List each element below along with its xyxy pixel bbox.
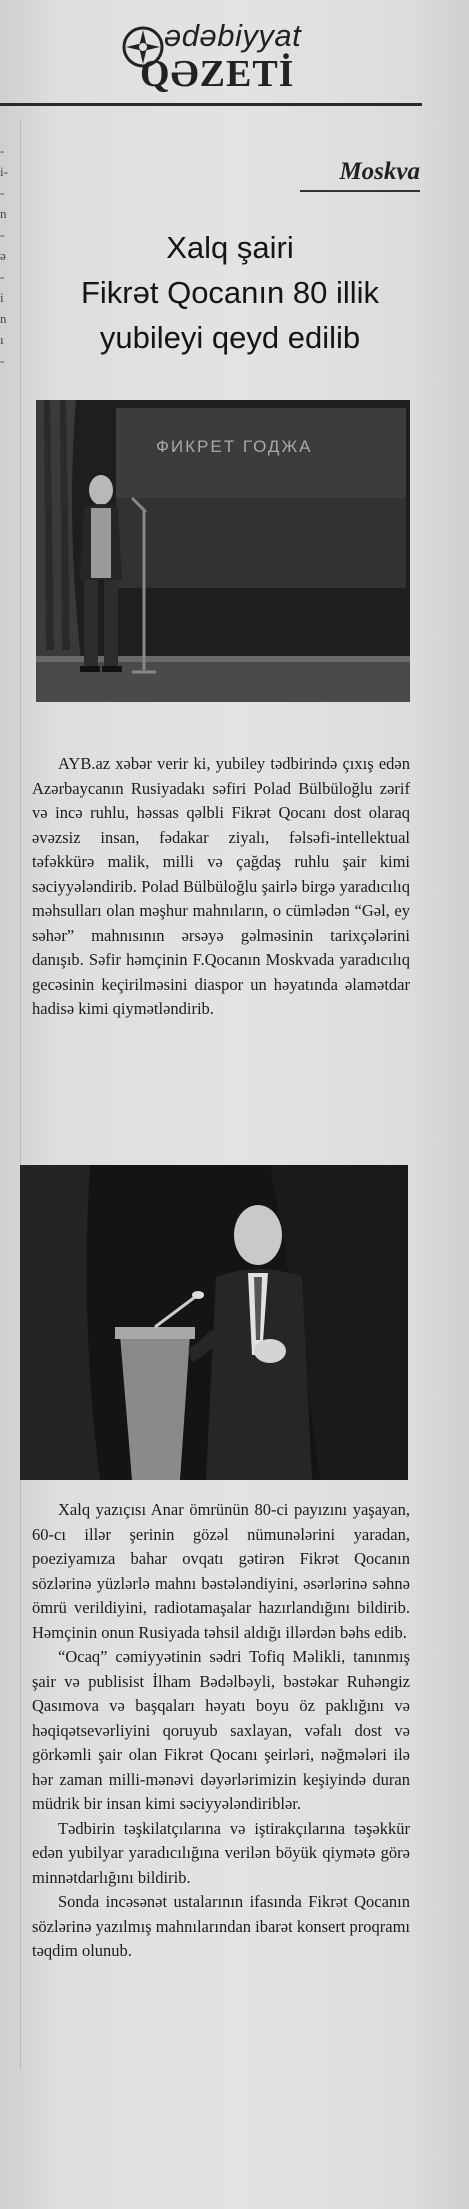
headline [30, 225, 430, 360]
paragraph: Tədbirin təşkilatçılarına və iştirakçılarına təşəkkür edən yubilyar yaradıcılığına verilən böyük qiymətə görə minnətdarlığını bildirib. [32, 1818, 410, 1887]
masthead-line2: QƏZETİ [140, 53, 295, 95]
photo-poet-on-stage [36, 400, 410, 702]
masthead [120, 18, 380, 98]
article-block-2 [32, 1498, 410, 1964]
section-underline [300, 190, 420, 192]
headline-line: Fikrət Qocanın 80 illik [80, 275, 380, 310]
article-block-1 [32, 752, 410, 1022]
photo-speaker-at-lectern [20, 1165, 408, 1480]
paragraph: Sonda incəsənət ustalarının ifasında Fikrət Qocanın sözlərinə yazılmış mahnılarından ibarət konsert proqramı təqdim olunub. [32, 1892, 411, 1960]
photo-poet-illustration [36, 400, 410, 702]
photo-speaker-illustration [20, 1165, 408, 1480]
screen-text: ФИКРЕТ ГОДЖА [156, 437, 313, 456]
paragraph: “Ocaq” cəmiyyətinin sədri Tofiq Məlikli, tanınmış şair və publisist İlham Bədəlbəyli, bəstəkar Ruhəngiz Qasımova və başqaları həyatı boyu öz paklığını və həqiqətsevərliyini qoruyub saxlayan, vəfalı dost və görkəmli şair olan Fikrət Qocanı şeirləri, nəğmələri ilə hər zaman milli-mənəvi dəyərlərimizin keşiyində duran müdrik bir insan kimi səciyyələndiriblər. [32, 1647, 410, 1813]
headline-line: Xalq şairi [166, 230, 294, 265]
column-divider [20, 120, 21, 2070]
headline-line: yubileyi qeyd edilib [99, 320, 361, 355]
adjacent-column-fragments: - i- - n - ə - i n ı - [0, 143, 8, 368]
section-label: Moskva [339, 158, 420, 185]
paragraph: AYB.az xəbər verir ki, yubiley tədbirində çıxış edən Azərbaycanın Rusiyadakı səfiri Polad Bülbüloğlu zərif və incə ruhlu, həssas qəlbli Fikrət Qocanı dost olaraq əvəzsiz insan, fədakar ziyalı, fəlsəfi-intellektual təfəkkürə malik, milli və çağdaş ruhlu şair kimi səciyyələndirib. Polad Bülbüloğlu şairlə birgə yaradıcılıq məhsulları olan məşhur mahnıların, o cümlədən “Gəl, ey səhər” mahnısının ərsəyə gəlməsinin tarixçələrini danışıb. Səfir həmçinin F.Qocanın Moskvada yaradıcılıq gecəsinin keçirilməsini diaspor un həyatında əlamətdar hadisə kimi qiymətləndirib. [32, 754, 410, 1018]
masthead-line1: ədəbiyyat [164, 18, 302, 53]
paragraph: Xalq yazıçısı Anar ömrünün 80-ci payızını yaşayan, 60-cı illər şerinin gözəl nümunələrini yaradan, poeziyamıza bahar ovqatı gətirən Fikrət Qocanın sözlərinə yüzlərlə mahnı bəstələndiyini, əsərlərinə səhnə ömrü verildiyini, radiotamaşalar hazırlandığını bildirib. Həmçinin onun Rusiyada təhsil aldığı illərdən bəhs edib. [32, 1500, 410, 1642]
masthead-rule [0, 103, 422, 106]
